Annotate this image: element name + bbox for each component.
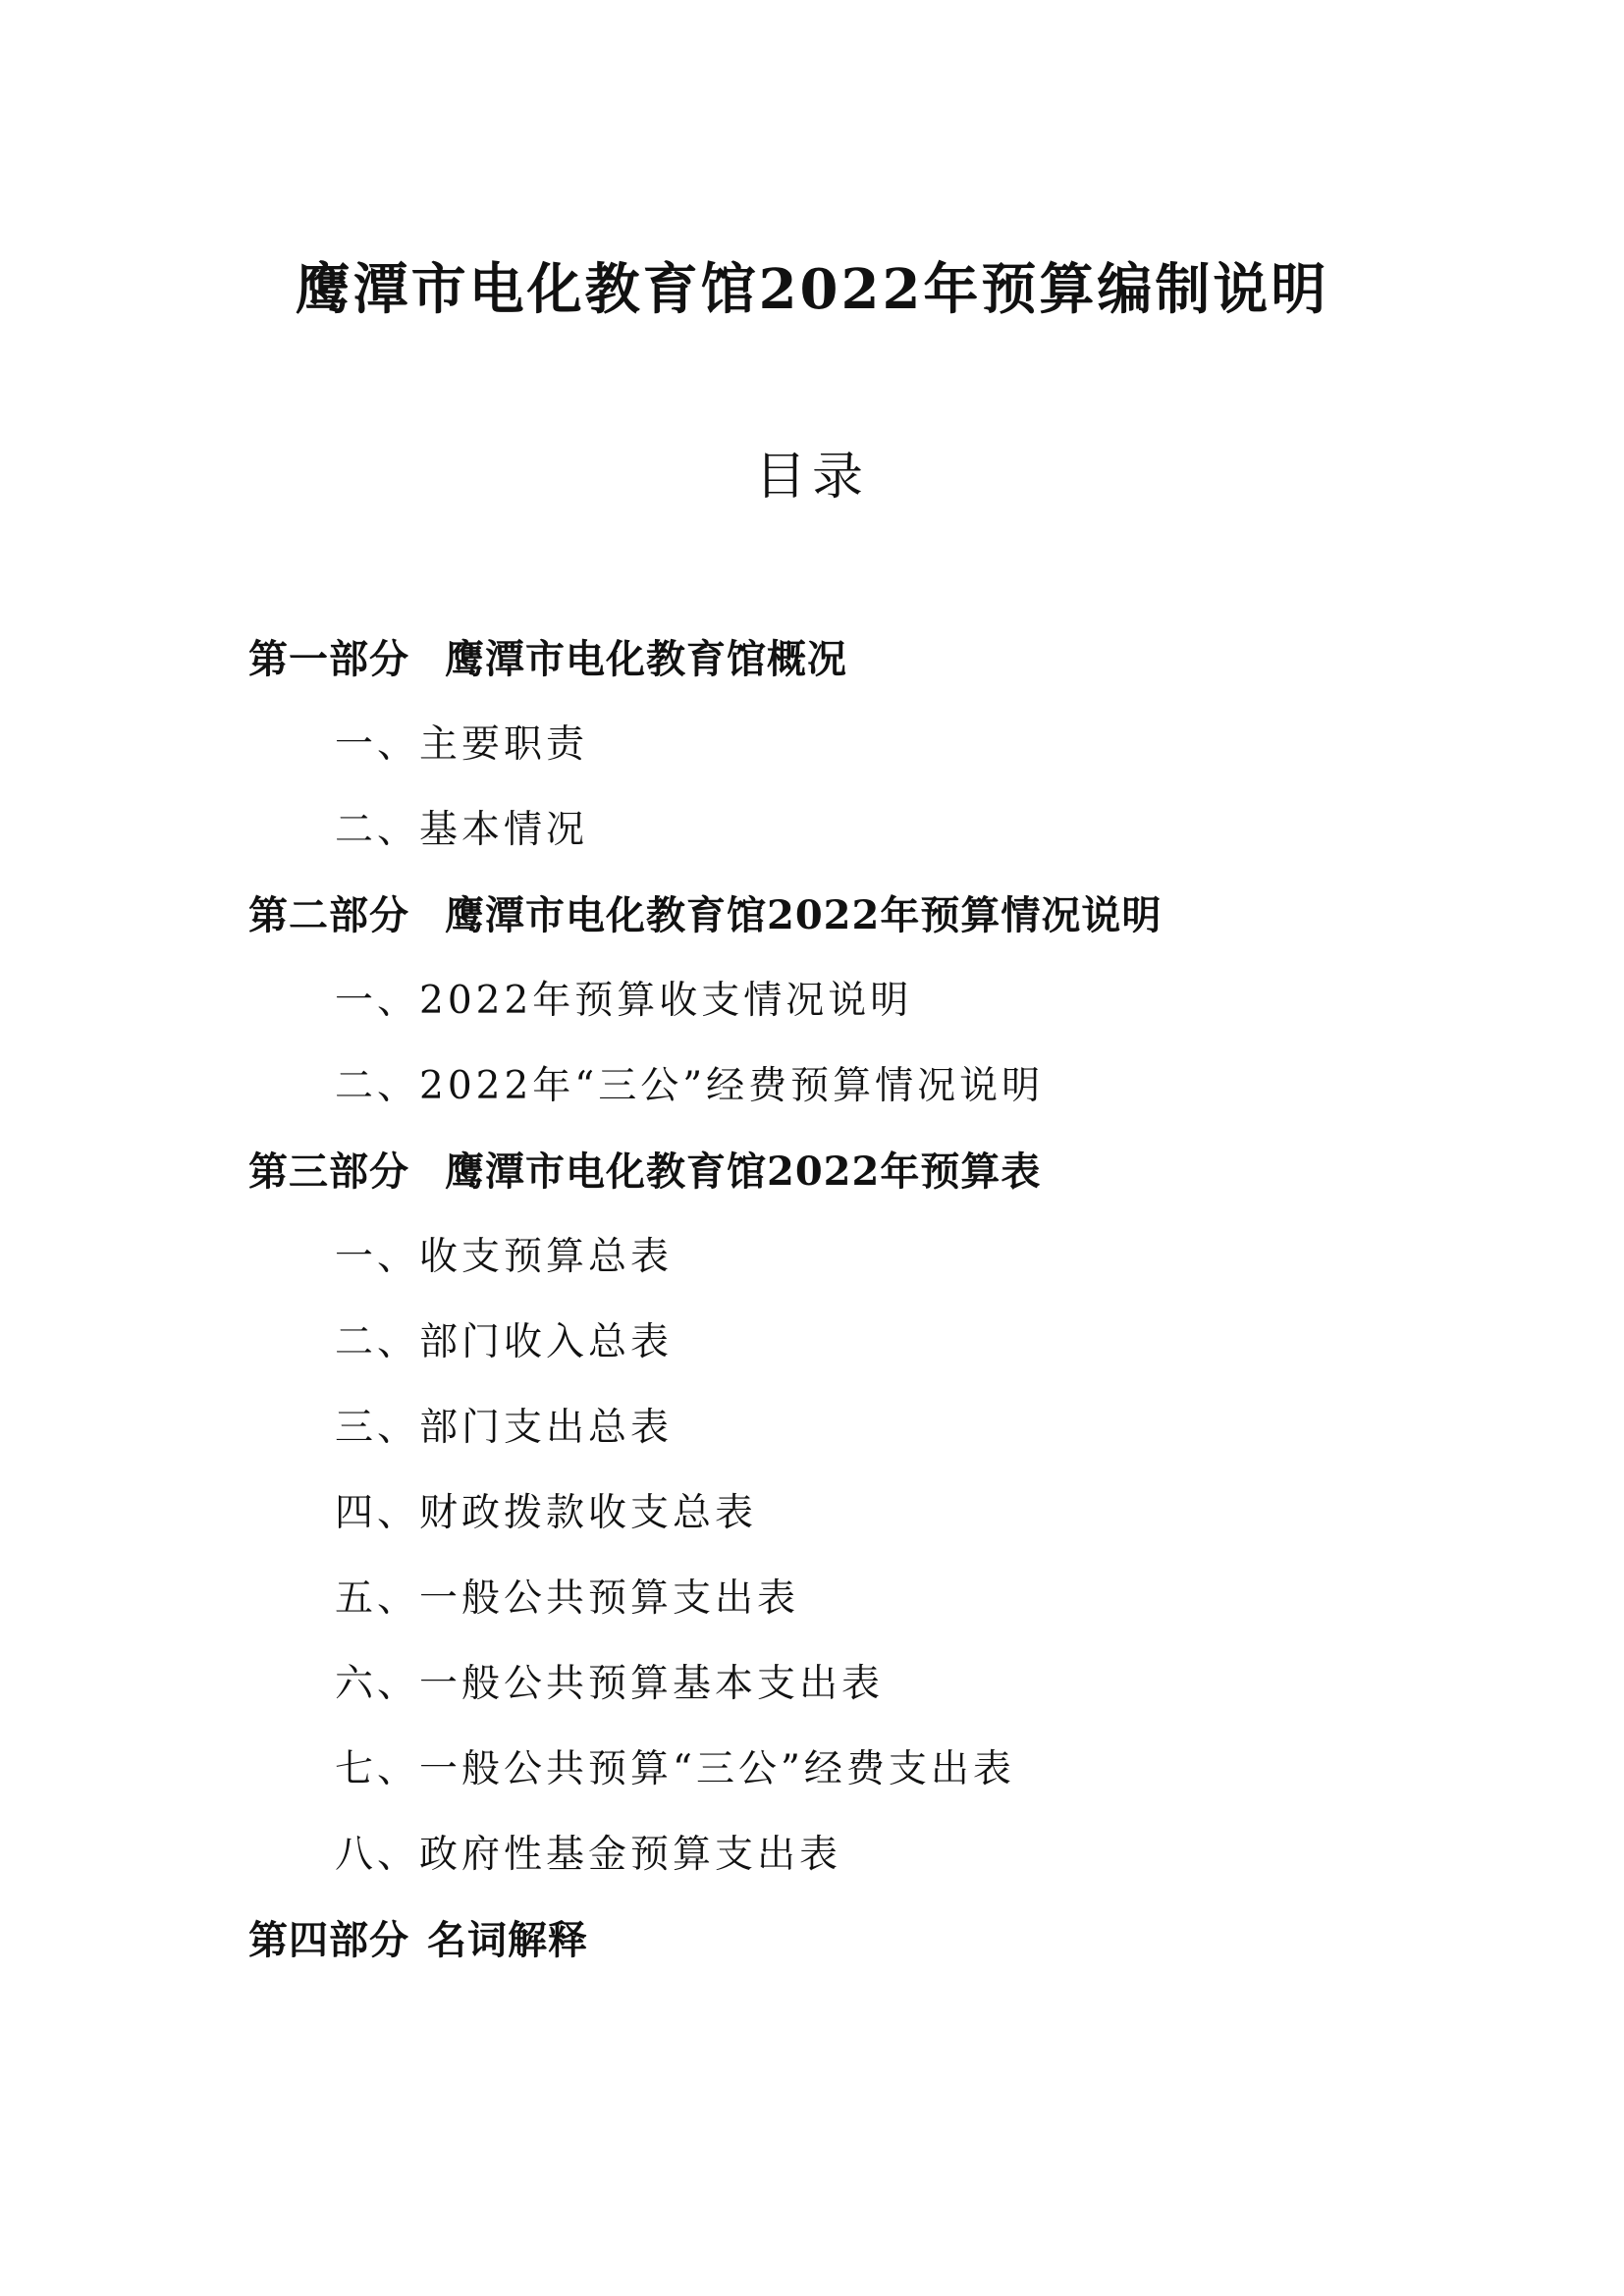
toc-item: 一、2022年预算收支情况说明	[335, 979, 913, 1023]
toc-part-1-title: 鹰潭市电化教育馆概况	[445, 636, 847, 682]
toc-part-1	[248, 616, 1427, 702]
toc-item: 八、政府性基金预算支出表	[335, 1833, 842, 1877]
table-of-contents	[248, 616, 1427, 1983]
toc-part-1-label: 第一部分	[248, 636, 409, 682]
toc-part-2	[248, 873, 1427, 958]
toc-part-4	[248, 1897, 1427, 1983]
toc-item: 二、2022年“三公”经费预算情况说明	[335, 1064, 1045, 1108]
toc-part-4-title: 名词解释	[427, 1917, 588, 1963]
toc-part-2-title: 鹰潭市电化教育馆2022年预算情况说明	[445, 892, 1163, 938]
toc-item: 二、基本情况	[335, 808, 589, 852]
toc-part-3-title: 鹰潭市电化教育馆2022年预算表	[445, 1148, 1042, 1195]
toc-item: 一、收支预算总表	[335, 1235, 674, 1279]
toc-item: 三、部门支出总表	[335, 1406, 674, 1450]
toc-item: 四、财政拨款收支总表	[335, 1491, 758, 1535]
toc-part-3	[248, 1129, 1427, 1214]
toc-item: 七、一般公共预算“三公”经费支出表	[335, 1747, 1015, 1791]
toc-heading: 目录	[754, 448, 869, 507]
toc-item: 二、部门收入总表	[335, 1320, 674, 1364]
toc-part-4-label: 第四部分	[248, 1917, 409, 1963]
toc-item: 六、一般公共预算基本支出表	[335, 1662, 885, 1706]
toc-item: 一、主要职责	[335, 722, 589, 767]
toc-part-2-label: 第二部分	[248, 892, 409, 938]
toc-item: 五、一般公共预算支出表	[335, 1576, 800, 1621]
document-title: 鹰潭市电化教育馆2022年预算编制说明	[295, 257, 1329, 322]
toc-part-3-label: 第三部分	[248, 1148, 409, 1195]
